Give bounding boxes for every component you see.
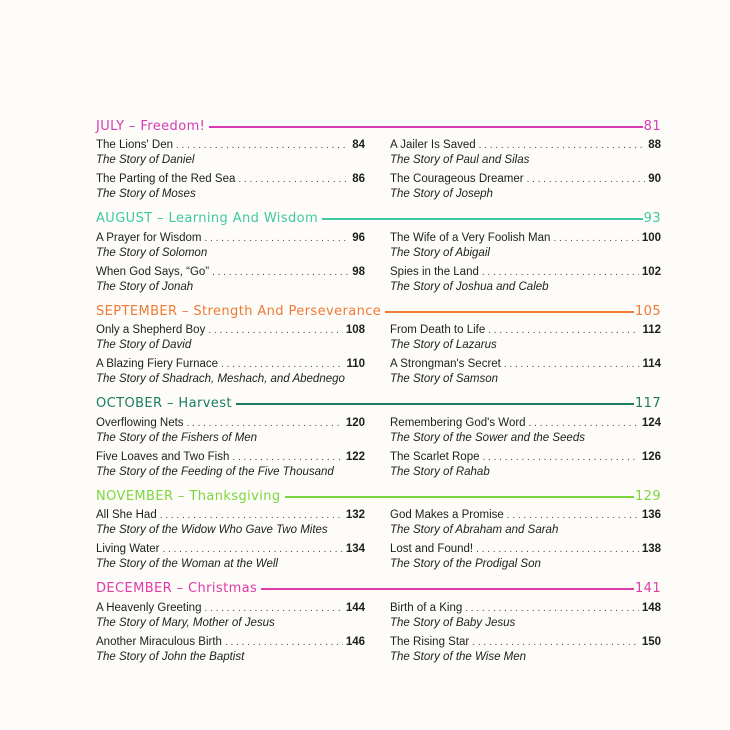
dot-leader — [465, 602, 639, 616]
story-page-number: 114 — [642, 358, 661, 370]
dot-leader — [163, 543, 343, 557]
toc-entry[interactable] — [96, 265, 365, 294]
toc-section — [96, 395, 661, 488]
story-page-number: 98 — [352, 265, 365, 278]
story-title: A Prayer for Wisdom — [96, 231, 202, 244]
story-subtitle: The Story of the Prodigal Son — [390, 558, 541, 570]
dot-leader — [212, 266, 349, 280]
toc-entry[interactable] — [390, 450, 661, 479]
right-column — [390, 601, 661, 669]
left-column — [96, 323, 365, 391]
section-rule — [209, 126, 642, 128]
story-page-number: 84 — [352, 139, 365, 151]
story-page-number: 110 — [346, 358, 365, 370]
story-title: Remembering God's Word — [390, 416, 526, 429]
toc-section — [96, 487, 661, 580]
section-header[interactable] — [96, 210, 661, 228]
story-page-number: 86 — [352, 173, 365, 185]
story-title: God Makes a Promise — [390, 509, 504, 521]
dot-leader — [208, 324, 342, 338]
story-title: Only a Shepherd Boy — [96, 324, 206, 336]
story-title: The Lions' Den — [96, 139, 173, 151]
dot-leader — [225, 636, 343, 650]
toc-entry[interactable] — [390, 172, 661, 201]
section-page-number: 129 — [634, 488, 661, 504]
section-rule — [236, 403, 634, 405]
section-rule — [385, 311, 634, 313]
story-page-number: 132 — [345, 509, 365, 521]
toc-entry[interactable] — [390, 542, 661, 571]
story-subtitle: The Story of the Fishers of Men — [96, 431, 258, 444]
toc-entry[interactable] — [96, 323, 365, 352]
story-title: Living Water — [96, 543, 160, 555]
story-title: Spies in the Land — [390, 265, 479, 278]
right-column — [390, 416, 661, 484]
story-subtitle: The Story of Baby Jesus — [390, 616, 516, 629]
toc-entry[interactable] — [390, 635, 661, 664]
dot-leader — [507, 509, 639, 523]
story-subtitle: The Story of David — [96, 339, 192, 351]
section-title: AUGUST – Learning And Wisdom — [96, 211, 319, 226]
story-page-number: 88 — [648, 139, 661, 151]
dot-leader — [483, 451, 639, 465]
toc-entry[interactable] — [96, 172, 365, 201]
story-subtitle: The Story of Abraham and Sarah — [390, 524, 559, 536]
right-column — [390, 138, 661, 206]
toc-entry[interactable] — [390, 138, 661, 167]
dot-leader — [204, 602, 342, 616]
story-subtitle: The Story of Lazarus — [390, 339, 497, 351]
section-page-number: 117 — [634, 396, 661, 411]
story-subtitle: The Story of John the Baptist — [96, 650, 245, 663]
toc-entry[interactable] — [96, 416, 365, 445]
story-title: Birth of a King — [390, 601, 463, 614]
toc-entry[interactable] — [96, 450, 365, 479]
section-page-number: 141 — [634, 581, 661, 596]
section-rule — [285, 496, 634, 498]
section-header[interactable] — [96, 395, 661, 413]
story-title: The Rising Star — [390, 635, 470, 648]
story-page-number: 148 — [641, 601, 661, 614]
story-subtitle: The Story of the Widow Who Gave Two Mites — [96, 524, 328, 536]
story-page-number: 90 — [648, 173, 661, 185]
section-title: SEPTEMBER – Strength And Perseverance — [96, 303, 382, 319]
story-page-number: 126 — [641, 450, 661, 463]
right-column — [390, 231, 661, 299]
story-subtitle: The Story of Paul and Silas — [390, 154, 530, 166]
dot-leader — [527, 173, 646, 187]
left-column — [96, 416, 365, 484]
story-page-number: 124 — [641, 416, 661, 429]
dot-leader — [232, 451, 342, 465]
story-page-number: 108 — [345, 324, 365, 336]
story-page-number: 102 — [641, 265, 661, 278]
dot-leader — [238, 173, 349, 187]
dot-leader — [504, 358, 640, 372]
toc-entry[interactable] — [96, 138, 365, 167]
section-rule — [322, 218, 643, 220]
story-subtitle: The Story of Daniel — [96, 154, 195, 166]
story-subtitle: The Story of Joseph — [390, 188, 493, 200]
story-title: The Scarlet Rope — [390, 450, 480, 463]
story-title: The Wife of a Very Foolish Man — [390, 231, 551, 244]
story-title: Overflowing Nets — [96, 416, 184, 429]
right-column — [390, 323, 661, 391]
section-page-number: 81 — [643, 118, 661, 134]
left-column — [96, 231, 365, 299]
toc-entry[interactable] — [96, 601, 365, 630]
story-page-number: 100 — [641, 231, 661, 244]
story-title: Five Loaves and Two Fish — [96, 450, 230, 463]
section-page-number: 93 — [643, 211, 661, 226]
section-header[interactable] — [96, 487, 661, 505]
story-subtitle: The Story of Jonah — [96, 280, 194, 293]
dot-leader — [221, 358, 343, 372]
right-column — [390, 508, 661, 576]
dot-leader — [472, 636, 639, 650]
story-title: When God Says, “Go” — [96, 265, 210, 278]
section-page-number: 105 — [634, 303, 661, 319]
dot-leader — [176, 139, 349, 153]
section-title: OCTOBER – Harvest — [96, 396, 232, 411]
story-page-number: 138 — [641, 543, 661, 555]
story-page-number: 136 — [641, 509, 661, 521]
story-page-number: 134 — [345, 543, 365, 555]
toc-entry[interactable] — [390, 416, 661, 445]
left-column — [96, 601, 365, 669]
dot-leader — [476, 543, 639, 557]
story-page-number: 96 — [352, 231, 365, 244]
story-page-number: 150 — [641, 635, 661, 648]
story-subtitle: The Story of Moses — [96, 188, 196, 200]
story-page-number: 144 — [345, 601, 365, 614]
section-rule — [261, 588, 634, 590]
toc-entry[interactable] — [96, 542, 365, 571]
story-title: All She Had — [96, 509, 157, 521]
toc-section — [96, 210, 661, 303]
dot-leader — [204, 232, 349, 246]
story-subtitle: The Story of Samson — [390, 373, 499, 385]
toc-section — [96, 580, 661, 673]
left-column — [96, 508, 365, 576]
story-title: The Parting of the Red Sea — [96, 173, 236, 185]
story-title: A Heavenly Greeting — [96, 601, 202, 614]
toc-entry[interactable] — [96, 231, 365, 260]
toc-entry[interactable] — [96, 357, 365, 386]
story-subtitle: The Story of Solomon — [96, 246, 208, 259]
toc-entry[interactable] — [390, 231, 661, 260]
story-subtitle: The Story of Abigail — [390, 246, 490, 259]
section-header[interactable] — [96, 302, 661, 320]
toc-entry[interactable] — [96, 635, 365, 664]
toc-entry[interactable] — [96, 508, 365, 537]
dot-leader — [160, 509, 343, 523]
story-title: Another Miraculous Birth — [96, 635, 222, 648]
dot-leader — [529, 417, 639, 431]
story-title: From Death to Life — [390, 324, 486, 336]
dot-leader — [553, 232, 638, 246]
section-title: NOVEMBER – Thanksgiving — [96, 488, 281, 504]
story-title: A Strongman's Secret — [390, 358, 501, 370]
toc-entry[interactable] — [390, 265, 661, 294]
story-title: The Courageous Dreamer — [390, 173, 524, 185]
story-subtitle: The Story of Joshua and Caleb — [390, 280, 549, 293]
story-page-number: 122 — [345, 450, 365, 463]
toc-entry[interactable] — [390, 357, 661, 386]
dot-leader — [482, 266, 639, 280]
dot-leader — [187, 417, 343, 431]
story-subtitle: The Story of Shadrach, Meshach, and Abednego — [96, 373, 345, 385]
story-subtitle: The Story of the Woman at the Well — [96, 558, 278, 570]
story-subtitle: The Story of the Sower and the Seeds — [390, 431, 585, 444]
story-subtitle: The Story of Rahab — [390, 465, 490, 478]
section-title: DECEMBER – Christmas — [96, 581, 258, 596]
story-subtitle: The Story of the Wise Men — [390, 650, 527, 663]
section-title: JULY – Freedom! — [96, 118, 206, 134]
toc-section — [96, 117, 661, 210]
section-header[interactable] — [96, 117, 661, 135]
dot-leader — [479, 139, 646, 153]
toc-entry[interactable] — [390, 601, 661, 630]
table-of-contents — [96, 117, 661, 672]
dot-leader — [488, 324, 639, 338]
story-title: A Jailer Is Saved — [390, 139, 476, 151]
story-page-number: 120 — [345, 416, 365, 429]
left-column — [96, 138, 365, 206]
story-page-number: 112 — [642, 324, 661, 336]
toc-entry[interactable] — [390, 323, 661, 352]
section-header[interactable] — [96, 580, 661, 598]
toc-section — [96, 302, 661, 395]
story-subtitle: The Story of the Feeding of the Five Thousand — [96, 465, 334, 478]
story-title: Lost and Found! — [390, 543, 474, 555]
story-page-number: 146 — [345, 635, 365, 648]
story-subtitle: The Story of Mary, Mother of Jesus — [96, 616, 275, 629]
story-title: A Blazing Fiery Furnace — [96, 358, 219, 370]
toc-entry[interactable] — [390, 508, 661, 537]
